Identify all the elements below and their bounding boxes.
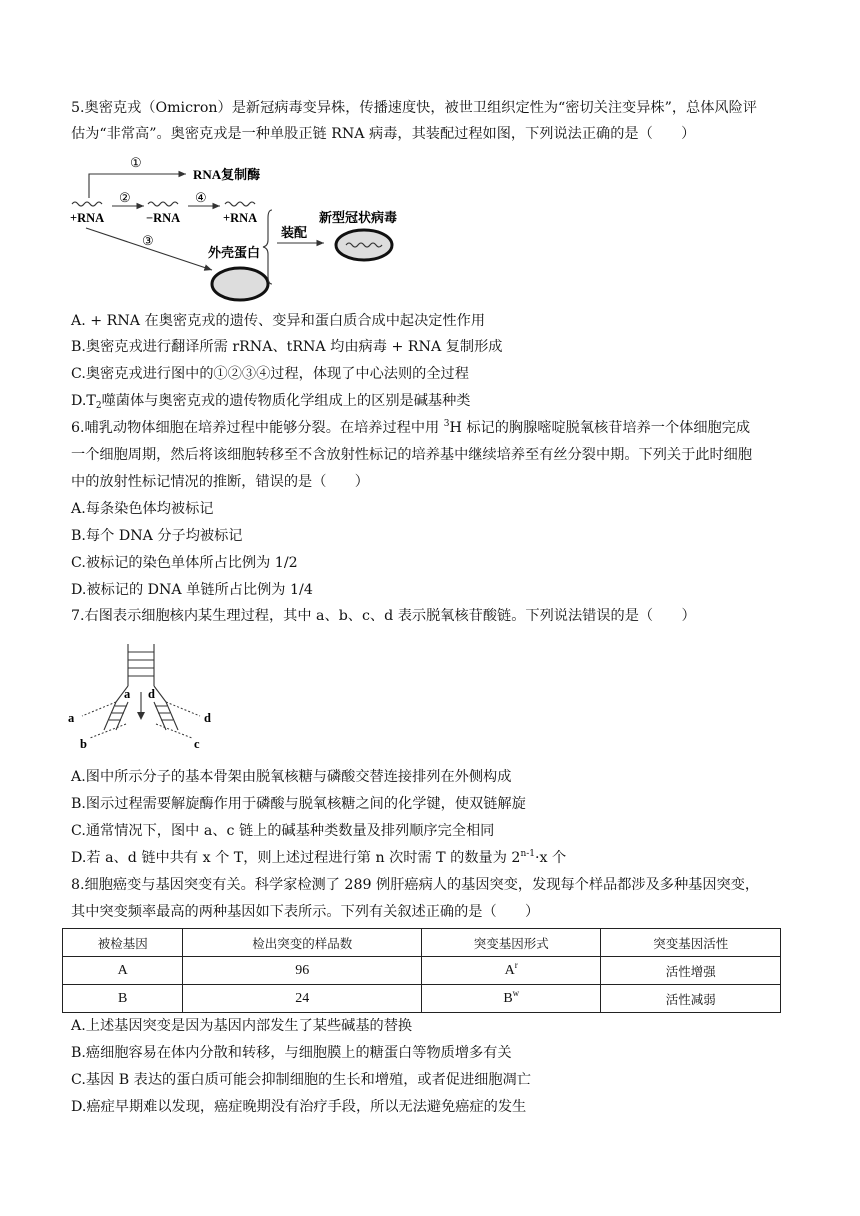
q5-option-d-post: 噬菌体与奥密克戎的遗传物质化学组成上的区别是碱基种类 — [101, 393, 471, 409]
q6-option-d: D.被标记的 DNA 单链所占比例为 1/4 — [71, 582, 313, 598]
q5-option-d-pre: D.T — [71, 393, 96, 409]
q8-stem-line1: 8.细胞癌变与基因突变有关。科学家检测了 289 例肝癌病人的基因突变，发现每个样品都涉及多种基因突变， — [71, 877, 760, 893]
q7-option-b: B.图示过程需要解旋酶作用于磷酸与脱氧核糖之间的化学键，使双链解旋 — [71, 796, 526, 812]
rna-strand-plus-2 — [225, 202, 255, 206]
q6-stem-line1-sup: 3 — [443, 419, 450, 429]
q7-dna-replication-diagram — [62, 636, 222, 756]
table-row — [63, 985, 781, 1013]
label-virus: 新型冠状病毒 — [319, 210, 398, 225]
label-a-side: a — [68, 711, 75, 725]
label-capsid: 外壳蛋白 — [208, 245, 261, 260]
fork-left-side-1 — [104, 702, 116, 730]
table-cell-form — [421, 957, 601, 985]
label-step2: ② — [119, 190, 131, 205]
table-cell-activity: 活性减弱 — [601, 985, 781, 1013]
table-cell-form — [421, 985, 601, 1013]
table-cell-gene: B — [63, 985, 183, 1013]
table-cell-gene: A — [63, 957, 183, 985]
q7-option-a: A.图中所示分子的基本骨架由脱氧核糖与磷酸交替连接排列在外侧构成 — [71, 769, 512, 785]
q7-option-d-post: ·x 个 — [535, 850, 567, 866]
q8-option-b: B.癌细胞容易在体内分散和转移，与细胞膜上的糖蛋白等物质增多有关 — [71, 1045, 512, 1061]
rna-strand-plus-1 — [72, 202, 102, 206]
strand-c-lower — [156, 724, 192, 738]
label-d-side: d — [204, 711, 211, 725]
gene-mutation-table — [62, 928, 781, 1013]
label-step1: ① — [130, 155, 142, 170]
q8-option-d: D.癌症早期难以发现，癌症晚期没有治疗手段，所以无法避免癌症的发生 — [71, 1099, 527, 1115]
table-header-cell: 检出突变的样品数 — [183, 929, 422, 957]
capsid-shape — [212, 268, 268, 300]
q6-option-a: A.每条染色体均被标记 — [71, 501, 214, 517]
q7-option-d — [71, 848, 566, 868]
form-sup: r — [514, 959, 518, 970]
fork-right-side-1 — [166, 702, 178, 730]
table-cell-activity: 活性增强 — [601, 957, 781, 985]
strand-d — [154, 686, 166, 702]
form-sup: w — [512, 987, 520, 998]
q8-option-c: C.基因 B 表达的蛋白质可能会抑制细胞的生长和增殖，或者促进细胞凋亡 — [71, 1072, 531, 1088]
q7-option-d-sup: n-1 — [520, 849, 536, 859]
table-cell-count: 96 — [183, 957, 422, 985]
table-header-cell: 突变基因活性 — [601, 929, 781, 957]
label-step3: ③ — [142, 233, 154, 248]
q6-stem-line3: 中的放射性标记情况的推断，错误的是（ ） — [71, 474, 369, 490]
table-header-cell: 被检基因 — [63, 929, 183, 957]
q5-option-c: C.奥密克戎进行图中的①②③④过程，体现了中心法则的全过程 — [71, 366, 469, 382]
q6-stem-line1-post: H 标记的胸腺嘧啶脱氧核苷培养一个体细胞完成 — [449, 420, 751, 436]
assembly-brace — [263, 210, 272, 284]
rna-strand-minus — [148, 202, 178, 206]
q8-option-a: A.上述基因突变是因为基因内部发生了某些碱基的替换 — [71, 1018, 413, 1034]
table-header-row — [63, 929, 781, 957]
q6-option-c: C.被标记的染色单体所占比例为 1/2 — [71, 555, 298, 571]
label-b-side: b — [80, 737, 87, 751]
table-cell-count: 24 — [183, 985, 422, 1013]
label-d-top: d — [148, 687, 155, 701]
q5-option-b: B.奥密克戎进行翻译所需 rRNA、tRNA 均由病毒 + RNA 复制形成 — [71, 339, 503, 355]
q5-option-a: A. + RNA 在奥密克戎的遗传、变异和蛋白质合成中起决定性作用 — [71, 313, 486, 329]
label-plus-rna-1: +RNA — [70, 211, 105, 225]
q6-stem-line2: 一个细胞周期，然后将该细胞转移至不含放射性标记的培养基中继续培养至有丝分裂中期。下列关于此时细胞 — [71, 447, 753, 463]
label-rna-replicase: RNA复制酶 — [193, 167, 261, 182]
q6-option-b: B.每个 DNA 分子均被标记 — [71, 528, 243, 544]
label-plus-rna-2: +RNA — [223, 211, 258, 225]
label-assembly: 装配 — [281, 225, 308, 240]
direction-arrow-head — [137, 712, 145, 720]
q7-stem: 7.右图表示细胞核内某生理过程，其中 a、b、c、d 表示脱氧核苷酸链。下列说法错误的是（ ） — [71, 608, 696, 624]
table-row — [63, 957, 781, 985]
q5-option-d-sub: 2 — [95, 401, 102, 411]
q5-stem-line1: 5.奥密克戎（Omicron）是新冠病毒变异株，传播速度快，被世卫组织定性为“密切关注变异株”，总体风险评 — [71, 100, 757, 116]
table-header-cell: 突变基因形式 — [421, 929, 601, 957]
label-minus-rna: −RNA — [146, 211, 181, 225]
label-a-top: a — [124, 687, 131, 701]
form-base: B — [503, 990, 513, 1006]
arrow-step1 — [89, 174, 186, 198]
q7-option-c: C.通常情况下，图中 a、c 链上的碱基种类数量及排列顺序完全相同 — [71, 823, 495, 839]
q5-virus-assembly-diagram — [62, 148, 422, 306]
q6-stem-line1-pre: 6.哺乳动物体细胞在培养过程中能够分裂。在培养过程中用 — [71, 420, 444, 436]
q5-stem-line2: 估为“非常高”。奥密克戎是一种单股正链 RNA 病毒，其装配过程如图，下列说法正确的是（ ） — [71, 126, 696, 142]
q5-option-d — [71, 391, 470, 411]
form-base: A — [504, 962, 515, 978]
q7-option-d-pre: D.若 a、d 链中共有 x 个 T，则上述过程进行第 n 次时需 T 的数量为 2 — [71, 850, 521, 866]
label-step4: ④ — [195, 190, 207, 205]
strand-b-lower — [90, 724, 126, 738]
q8-stem-line2: 其中突变频率最高的两种基因如下表所示。下列有关叙述正确的是（ ） — [71, 904, 540, 920]
q6-stem-line1 — [71, 418, 750, 438]
label-c-side: c — [194, 737, 200, 751]
